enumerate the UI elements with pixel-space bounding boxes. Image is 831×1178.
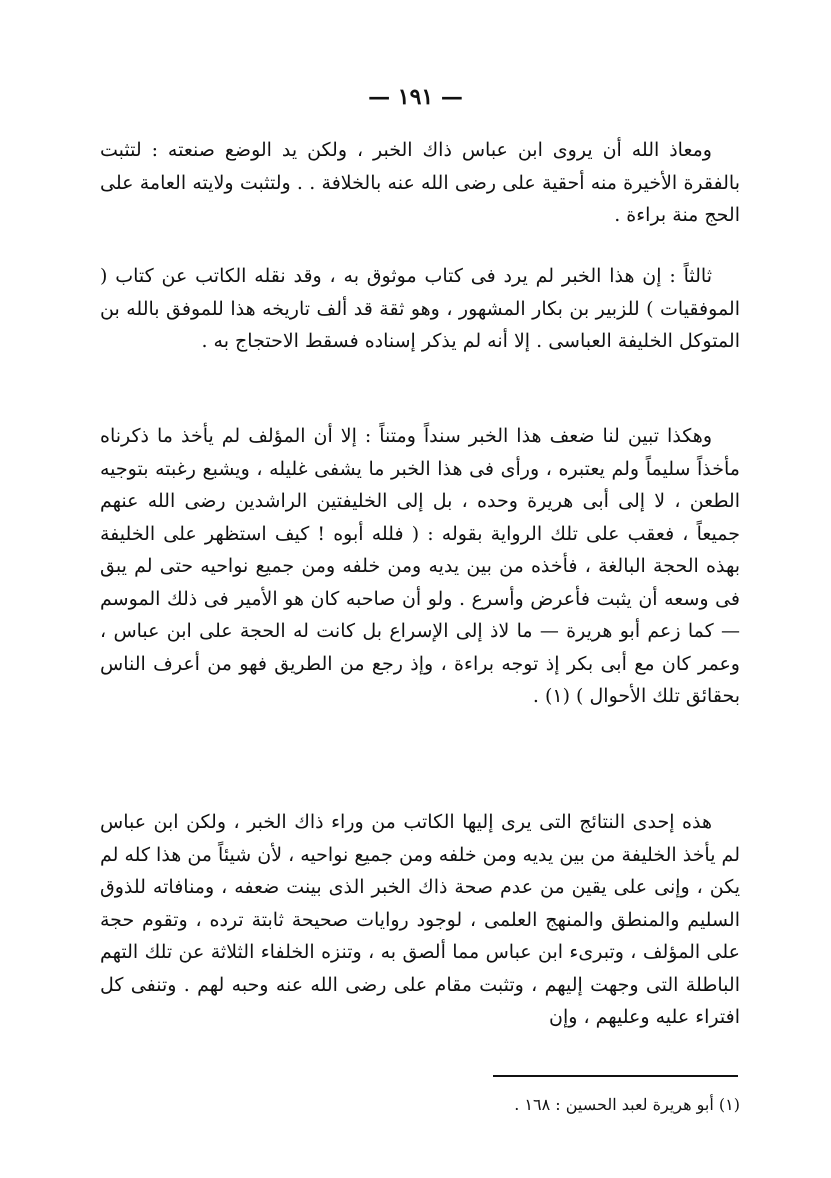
footnote-divider [493, 1075, 738, 1077]
footnote: (١) أبو هريرة لعبد الحسين : ١٦٨ . [514, 1095, 740, 1114]
paragraph-text: ومعاذ الله أن يروى ابن عباس ذاك الخبر ، ولكن يد الوضع صنعته : لتثبت بالفقرة الأخيرة منه أحقية على رضى الله عنه بالخلافة . . ولتثبت ولايته العامة على الحج منة براءة . [100, 139, 740, 226]
paragraph-text: ثالثاً : إن هذا الخبر لم يرد فى كتاب موثوق به ، وقد نقله الكاتب عن كتاب ( الموفقيات ) للزبير بن بكار المشهور ، وهو ثقة قد ألف تاريخه هذا للموفق بالله بن المتوكل الخليفة العباسى . إلا أنه لم يذكر إسناده فسقط الاحتجاج به . [100, 265, 740, 352]
paragraph-4 [100, 806, 740, 1034]
paragraph-2 [100, 260, 740, 358]
page-number: — ١٩١ — [368, 84, 463, 110]
paragraph-text: هذه إحدى النتائج التى يرى إليها الكاتب من وراء ذاك الخبر ، ولكن ابن عباس لم يأخذ الخليفة من بين يديه ومن خلفه ومن جميع نواحيه ، لأن شيئاً من هذا كله لم يكن ، وإنى على يقين من عدم صحة ذاك الخبر الذى بينت ضعفه ، ومنافاته للذوق السليم والمنطق والمنهج العلمى ، لوجود روايات صحيحة ثابتة ترده ، وتقوم حجة على المؤلف ، وتبرىء ابن عباس مما ألصق به ، وتنزه الخلفاء الثلاثة عن تلك التهم الباطلة التى وجهت إليهم ، وتثبت مقام على رضى الله عنه وحبه لهم . وتنفى كل افتراء عليه وعليهم ، وإن [100, 811, 740, 1028]
paragraph-1 [100, 134, 740, 232]
paragraph-3 [100, 420, 740, 713]
paragraph-text: وهكذا تبين لنا ضعف هذا الخبر سنداً ومتناً : إلا أن المؤلف لم يأخذ ما ذكرناه مأخذاً سليماً ولم يعتبره ، ورأى فى هذا الخبر ما يشفى غليله ، ويشبع رغبته بتوجيه الطعن ، لا إلى أبى هريرة وحده ، بل إلى الخليفتين الراشدين رضى الله عنهم جميعاً ، فعقب على تلك الرواية بقوله : ( فلله أبوه ! كيف استظهر على الخليفة بهذه الحجة البالغة ، فأخذه من بين يديه ومن خلفه ومن جميع نواحيه حتى لم يبق فى وسعه أن يثبت فأعرض وأسرع . ولو أن صاحبه كان هو الأمير فى ذلك الموسم — كما زعم أبو هريرة — ما لاذ إلى الإسراع بل كانت له الحجة على ابن عباس ، وعمر كان مع أبى بكر إذ توجه براءة ، وإذ رجع من الطريق فهو من أعرف الناس بحقائق تلك الأحوال ) (١) . [100, 425, 740, 707]
